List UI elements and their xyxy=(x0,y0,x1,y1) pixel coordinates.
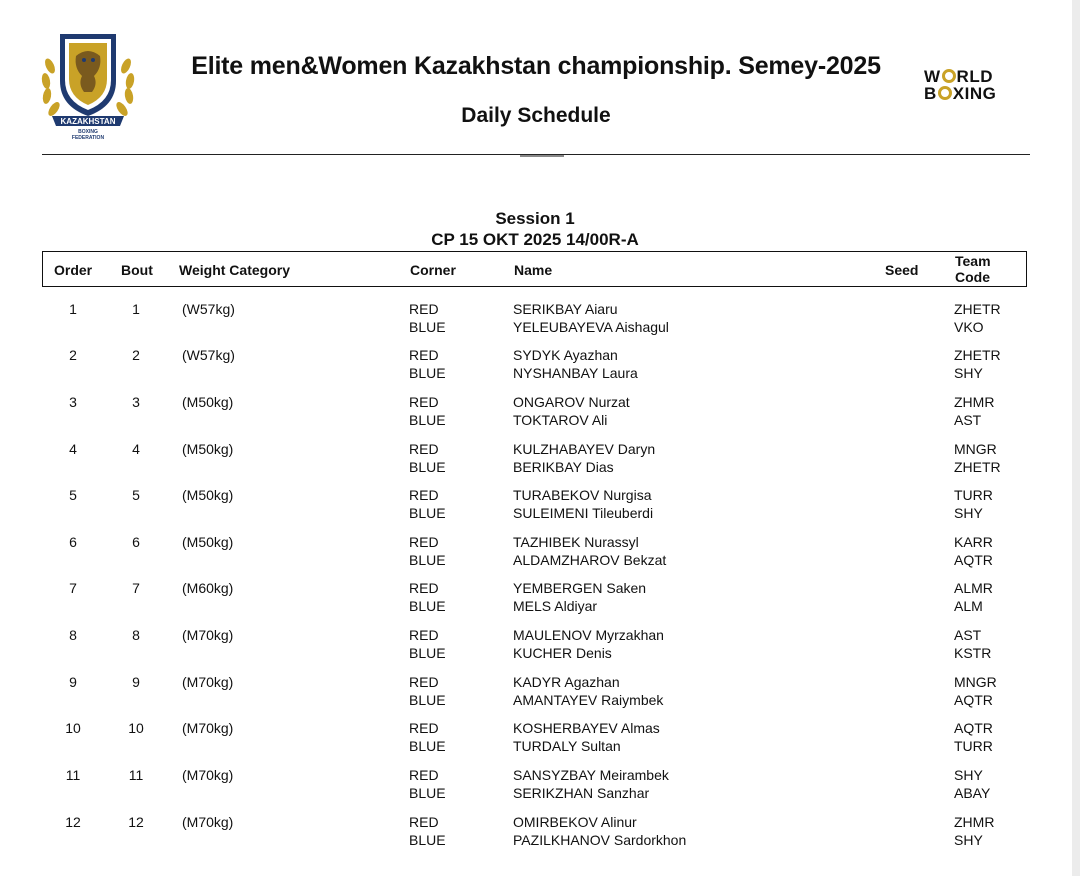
weight-cell: (M50kg) xyxy=(182,534,234,550)
red-corner-cell: RED xyxy=(409,301,439,317)
blue-name-cell: TOKTAROV Ali xyxy=(513,412,608,428)
order-cell: 4 xyxy=(69,441,77,457)
blue-team-cell: SHY xyxy=(954,505,983,521)
red-team-cell: KARR xyxy=(954,534,993,550)
ring-icon xyxy=(942,69,956,83)
red-team-cell: ZHMR xyxy=(954,814,995,830)
column-header-order: Order xyxy=(54,262,93,278)
red-corner-cell: RED xyxy=(409,441,439,457)
table-row xyxy=(42,673,1027,713)
blue-name-cell: PAZILKHANOV Sardorkhon xyxy=(513,832,687,848)
logo-kbf-line1: KAZAKHSTAN xyxy=(60,117,116,126)
page-edge-shadow xyxy=(1072,0,1080,876)
red-name-cell: SYDYK Ayazhan xyxy=(513,347,618,363)
logo-wb-b: B xyxy=(924,84,937,103)
red-team-cell: MNGR xyxy=(954,674,997,690)
red-team-cell: TURR xyxy=(954,487,993,503)
bout-cell: 3 xyxy=(132,394,140,410)
order-cell: 7 xyxy=(69,580,77,596)
column-header-name: Name xyxy=(514,262,553,278)
order-cell: 6 xyxy=(69,534,77,550)
red-team-cell: ZHETR xyxy=(954,301,1001,317)
world-boxing-logo xyxy=(924,66,1028,104)
bout-cell: 2 xyxy=(132,347,140,363)
blue-team-cell: SHY xyxy=(954,832,983,848)
blue-name-cell: ALDAMZHAROV Bekzat xyxy=(513,552,667,568)
red-corner-cell: RED xyxy=(409,534,439,550)
red-team-cell: AST xyxy=(954,627,982,643)
column-header-bout: Bout xyxy=(121,262,153,278)
blue-corner-cell: BLUE xyxy=(409,738,446,754)
red-corner-cell: RED xyxy=(409,580,439,596)
column-header-weight: Weight Category xyxy=(179,262,290,278)
table-row xyxy=(42,626,1027,666)
red-name-cell: ONGAROV Nurzat xyxy=(513,394,630,410)
weight-cell: (W57kg) xyxy=(182,347,235,363)
weight-cell: (M60kg) xyxy=(182,580,234,596)
red-corner-cell: RED xyxy=(409,394,439,410)
weight-cell: (M70kg) xyxy=(182,720,234,736)
red-name-cell: YEMBERGEN Saken xyxy=(513,580,647,596)
session-block xyxy=(300,208,770,250)
blue-name-cell: BERIKBAY Dias xyxy=(513,459,614,475)
blue-team-cell: AST xyxy=(954,412,982,428)
bout-cell: 1 xyxy=(132,301,140,317)
column-header-team-code xyxy=(955,253,1015,285)
order-cell: 1 xyxy=(69,301,77,317)
table-row xyxy=(42,346,1027,386)
red-corner-cell: RED xyxy=(409,487,439,503)
blue-name-cell: TURDALY Sultan xyxy=(513,738,621,754)
table-row xyxy=(42,719,1027,759)
blue-name-cell: KUCHER Denis xyxy=(513,645,612,661)
order-cell: 8 xyxy=(69,627,77,643)
order-cell: 11 xyxy=(65,767,81,783)
weight-cell: (M70kg) xyxy=(182,627,234,643)
bout-cell: 12 xyxy=(128,814,144,830)
blue-corner-cell: BLUE xyxy=(409,365,446,381)
bout-cell: 7 xyxy=(132,580,140,596)
weight-cell: (M50kg) xyxy=(182,441,234,457)
bout-cell: 9 xyxy=(132,674,140,690)
logo-wb-w: W xyxy=(924,67,941,86)
red-name-cell: OMIRBEKOV Alinur xyxy=(513,814,637,830)
bout-cell: 6 xyxy=(132,534,140,550)
blue-corner-cell: BLUE xyxy=(409,505,446,521)
session-title: Session 1 xyxy=(495,209,575,228)
team-header-line2: Code xyxy=(955,269,990,285)
logo-wb-xing: XING xyxy=(952,84,997,103)
table-header xyxy=(42,251,1027,287)
red-corner-cell: RED xyxy=(409,674,439,690)
table-row xyxy=(42,486,1027,526)
red-name-cell: KOSHERBAYEV Almas xyxy=(513,720,660,736)
red-name-cell: KULZHABAYEV Daryn xyxy=(513,441,656,457)
column-header-corner: Corner xyxy=(410,262,456,278)
column-header-seed: Seed xyxy=(885,262,919,278)
bout-cell: 10 xyxy=(128,720,144,736)
weight-cell: (W57kg) xyxy=(182,301,235,317)
blue-name-cell: YELEUBAYEVA Aishagul xyxy=(513,319,669,335)
blue-name-cell: AMANTAYEV Raiymbek xyxy=(513,692,664,708)
order-cell: 12 xyxy=(65,814,81,830)
bout-cell: 8 xyxy=(132,627,140,643)
weight-cell: (M50kg) xyxy=(182,394,234,410)
bout-cell: 11 xyxy=(128,767,144,783)
red-name-cell: SANSYZBAY Meirambek xyxy=(513,767,669,783)
blue-corner-cell: BLUE xyxy=(409,692,446,708)
blue-team-cell: TURR xyxy=(954,738,993,754)
red-corner-cell: RED xyxy=(409,720,439,736)
document-title: Elite men&Women Kazakhstan championship. Semey-2025 xyxy=(191,52,881,80)
ring-icon xyxy=(938,86,952,100)
document-subtitle: Daily Schedule xyxy=(461,104,611,127)
blue-name-cell: SERIKZHAN Sanzhar xyxy=(513,785,650,801)
bout-cell: 4 xyxy=(132,441,140,457)
table-row xyxy=(42,440,1027,480)
session-info: CP 15 OKT 2025 14/00R-A xyxy=(431,230,639,249)
blue-team-cell: SHY xyxy=(954,365,983,381)
bout-cell: 5 xyxy=(132,487,140,503)
table-row xyxy=(42,813,1027,853)
red-team-cell: ALMR xyxy=(954,580,993,596)
blue-team-cell: KSTR xyxy=(954,645,992,661)
table-row xyxy=(42,300,1027,340)
blue-name-cell: SULEIMENI Tileuberdi xyxy=(513,505,654,521)
kazakhstan-boxing-federation-logo xyxy=(38,26,138,142)
weight-cell: (M70kg) xyxy=(182,767,234,783)
logo-kbf-line2: BOXING xyxy=(78,129,98,135)
blue-corner-cell: BLUE xyxy=(409,552,446,568)
blue-corner-cell: BLUE xyxy=(409,459,446,475)
weight-cell: (M70kg) xyxy=(182,674,234,690)
order-cell: 3 xyxy=(69,394,77,410)
red-name-cell: TURABEKOV Nurgisa xyxy=(513,487,652,503)
blue-corner-cell: BLUE xyxy=(409,645,446,661)
red-corner-cell: RED xyxy=(409,767,439,783)
blue-team-cell: ZHETR xyxy=(954,459,1001,475)
blue-name-cell: NYSHANBAY Laura xyxy=(513,365,638,381)
red-name-cell: TAZHIBEK Nurassyl xyxy=(513,534,639,550)
table-row xyxy=(42,393,1027,433)
order-cell: 5 xyxy=(69,487,77,503)
red-team-cell: ZHETR xyxy=(954,347,1001,363)
red-team-cell: AQTR xyxy=(954,720,993,736)
blue-team-cell: ABAY xyxy=(954,785,991,801)
blue-corner-cell: BLUE xyxy=(409,412,446,428)
table-row xyxy=(42,579,1027,619)
red-team-cell: ZHMR xyxy=(954,394,995,410)
weight-cell: (M50kg) xyxy=(182,487,234,503)
red-name-cell: MAULENOV Myrzakhan xyxy=(513,627,664,643)
red-team-cell: MNGR xyxy=(954,441,997,457)
blue-corner-cell: BLUE xyxy=(409,598,446,614)
red-team-cell: SHY xyxy=(954,767,983,783)
blue-corner-cell: BLUE xyxy=(409,785,446,801)
blue-corner-cell: BLUE xyxy=(409,319,446,335)
red-corner-cell: RED xyxy=(409,627,439,643)
table-row xyxy=(42,766,1027,806)
blue-team-cell: AQTR xyxy=(954,692,993,708)
red-name-cell: SERIKBAY Aiaru xyxy=(513,301,618,317)
blue-team-cell: VKO xyxy=(954,319,984,335)
table-row xyxy=(42,533,1027,573)
weight-cell: (M70kg) xyxy=(182,814,234,830)
blue-team-cell: ALM xyxy=(954,598,983,614)
logo-kbf-line3: FEDERATION xyxy=(71,135,105,141)
team-header-line1: Team xyxy=(955,253,991,269)
order-cell: 10 xyxy=(65,720,81,736)
divider-mark xyxy=(520,155,564,157)
order-cell: 2 xyxy=(69,347,77,363)
blue-team-cell: AQTR xyxy=(954,552,993,568)
order-cell: 9 xyxy=(69,674,77,690)
blue-corner-cell: BLUE xyxy=(409,832,446,848)
red-corner-cell: RED xyxy=(409,347,439,363)
blue-name-cell: MELS Aldiyar xyxy=(513,598,598,614)
red-corner-cell: RED xyxy=(409,814,439,830)
red-name-cell: KADYR Agazhan xyxy=(513,674,620,690)
logo-wb-rld: RLD xyxy=(956,67,993,86)
